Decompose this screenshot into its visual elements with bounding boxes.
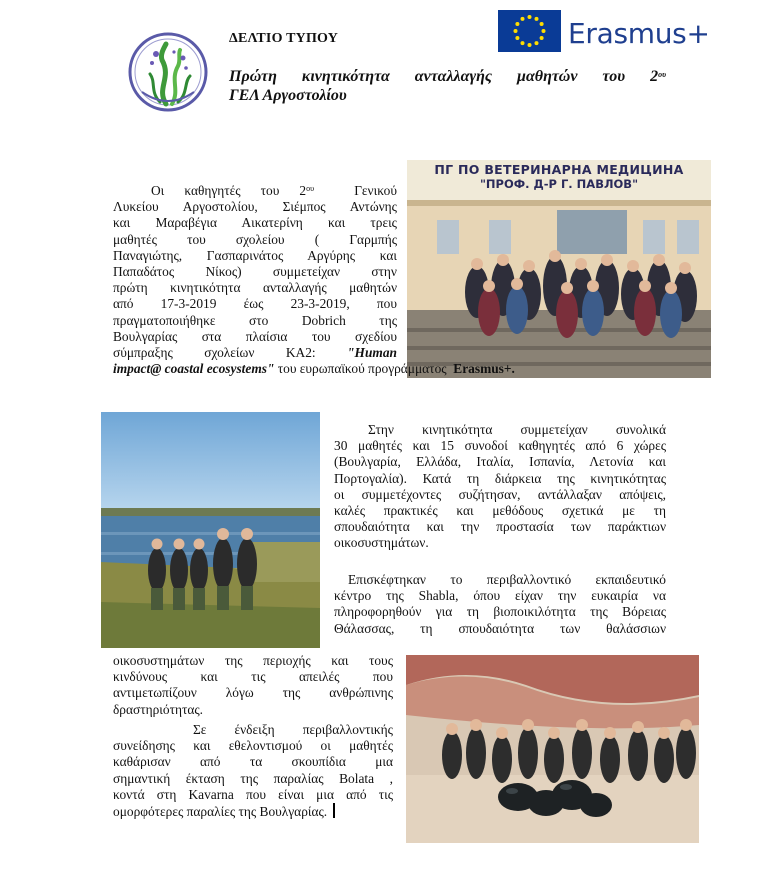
school-logo (126, 30, 210, 114)
text-line: Λυκείου Αργοστολίου, Σιέμπος Αντώνης (113, 199, 397, 215)
text-line: και Μαραβέγια Αικατερίνη και τρεις (113, 215, 397, 231)
text-line: σημαντική έκταση της παραλίας Bolata , (113, 770, 393, 786)
eu-stars-icon (498, 10, 561, 52)
title-text-line2: ΓΕΛ Αργοστολίου (229, 87, 347, 104)
paragraph-beach-cleanup (113, 722, 393, 820)
paragraph-shabla-visit-continued (113, 653, 393, 718)
text-line: συνείδησης και εθελοντισμού οι μαθητές (113, 738, 393, 754)
school-group-photo (407, 160, 711, 378)
text-line: από 17-3-2019 έως 23-3-2019, που (113, 296, 397, 312)
text-line: σπουδαιότητα και την προστασία των παράκτιων (334, 519, 666, 535)
lake-group-photo (101, 412, 320, 648)
text-line: πραγματοποιήθηκε στο Dobrich της (113, 312, 397, 328)
sign-line-1: ПГ ПО ВЕТЕРИНАРНА МЕДИЦИНА (434, 162, 684, 177)
text-line: (Βουλγαρία, Ελλάδα, Ιταλία, Ισπανία, Λετονία και (334, 454, 666, 470)
paragraph-shabla-visit (334, 572, 666, 637)
text-line: ομορφότερες παραλίες της Βουλγαρίας. (113, 803, 393, 820)
beach-cleanup-photo (406, 655, 699, 843)
press-release-label: ΔΕΛΤΙΟ ΤΥΠΟΥ (229, 31, 339, 46)
text-cursor (333, 803, 335, 818)
text-line: Στην κινητικότητα συμμετείχαν συνολικά (368, 422, 666, 437)
text-line: κέντρο της Shabla, όπου είχαν την ευκαιρία να (334, 588, 666, 604)
text-line: 30 μαθητές και 15 συνοδοί καθηγητές από 6 χώρες (334, 438, 666, 454)
text-line: Σε ένδειξη περιβαλλοντικής (193, 722, 393, 737)
eu-flag-icon (498, 10, 561, 52)
text-line: Επισκέφτηκαν το περιβαλλοντικό εκπαιδευτικό (348, 572, 666, 587)
erasmus-logo (498, 10, 718, 54)
text-line: impact@ coastal ecosystems" του ευρωπαϊκού προγράμματος Erasmus+. (113, 361, 515, 377)
text-line: Βουλγαρίας στα πλαίσια του σχεδίου (113, 328, 397, 344)
text-line: καθάρισαν από τα σκουπίδια μια (113, 754, 393, 770)
text-line: Θάλασσας, τη σπουδαιότητα των θαλάσσιων (334, 620, 666, 636)
text-line: οικοσυστημάτων. (334, 535, 429, 551)
title-text: Πρώτη κινητικότητα ανταλλαγής μαθητών του 2 (229, 68, 659, 85)
erasmus-wordmark: Erasmus+ (568, 17, 710, 50)
text-line: καλές πρακτικές και μεθόδους σχετικά με τη (334, 503, 666, 519)
text-line: Παπαδάτος Νίκος) συμμετείχαν στην (113, 264, 397, 280)
text-line: οικοσυστημάτων της περιοχής και τους (113, 653, 393, 668)
paragraph-mobility-intro (113, 183, 515, 377)
text-line: κοντά στη Kavarna που είναι μια από τις (113, 786, 393, 802)
text-line: κινδύνους και τις απειλές που (113, 669, 393, 685)
title-superscript: ου (658, 70, 666, 79)
text-line: Πορτογαλία). Κατά τη διάρκεια της κινητικότητας (334, 470, 666, 486)
text-line: Οι καθηγητές του $2^{o\upsilon}$ Γενικού (151, 183, 397, 198)
text-line: οι συμμετέχοντες συζήτησαν, αντάλλαξαν απόψεις, (334, 486, 666, 502)
text-line: Παναγιώτης, Γασπαρινάτος Αργύρης και (113, 247, 397, 263)
text-line: πρώτη κινητικότητα ανταλλαγής μαθητών (113, 280, 397, 296)
school-sign (407, 162, 711, 192)
text-line: μαθητές του σχολείου ( Γαρμπής (113, 231, 397, 247)
paragraph-participants (334, 422, 666, 552)
text-line: πληροφορηθούν για τη βιοποικιλότητα της Βόρειας (334, 604, 666, 620)
text-line: δραστηριότητας. (113, 701, 204, 717)
page-title (229, 67, 666, 105)
sign-line-2: "ПРОФ. Д-Р Г. ПАВЛОВ" (479, 177, 639, 191)
text-line: σύμπραξης σχολείων KA2: "Human (113, 345, 397, 361)
text-line: αντιμετωπίζουν λόγω της ανθρώπινης (113, 685, 393, 701)
